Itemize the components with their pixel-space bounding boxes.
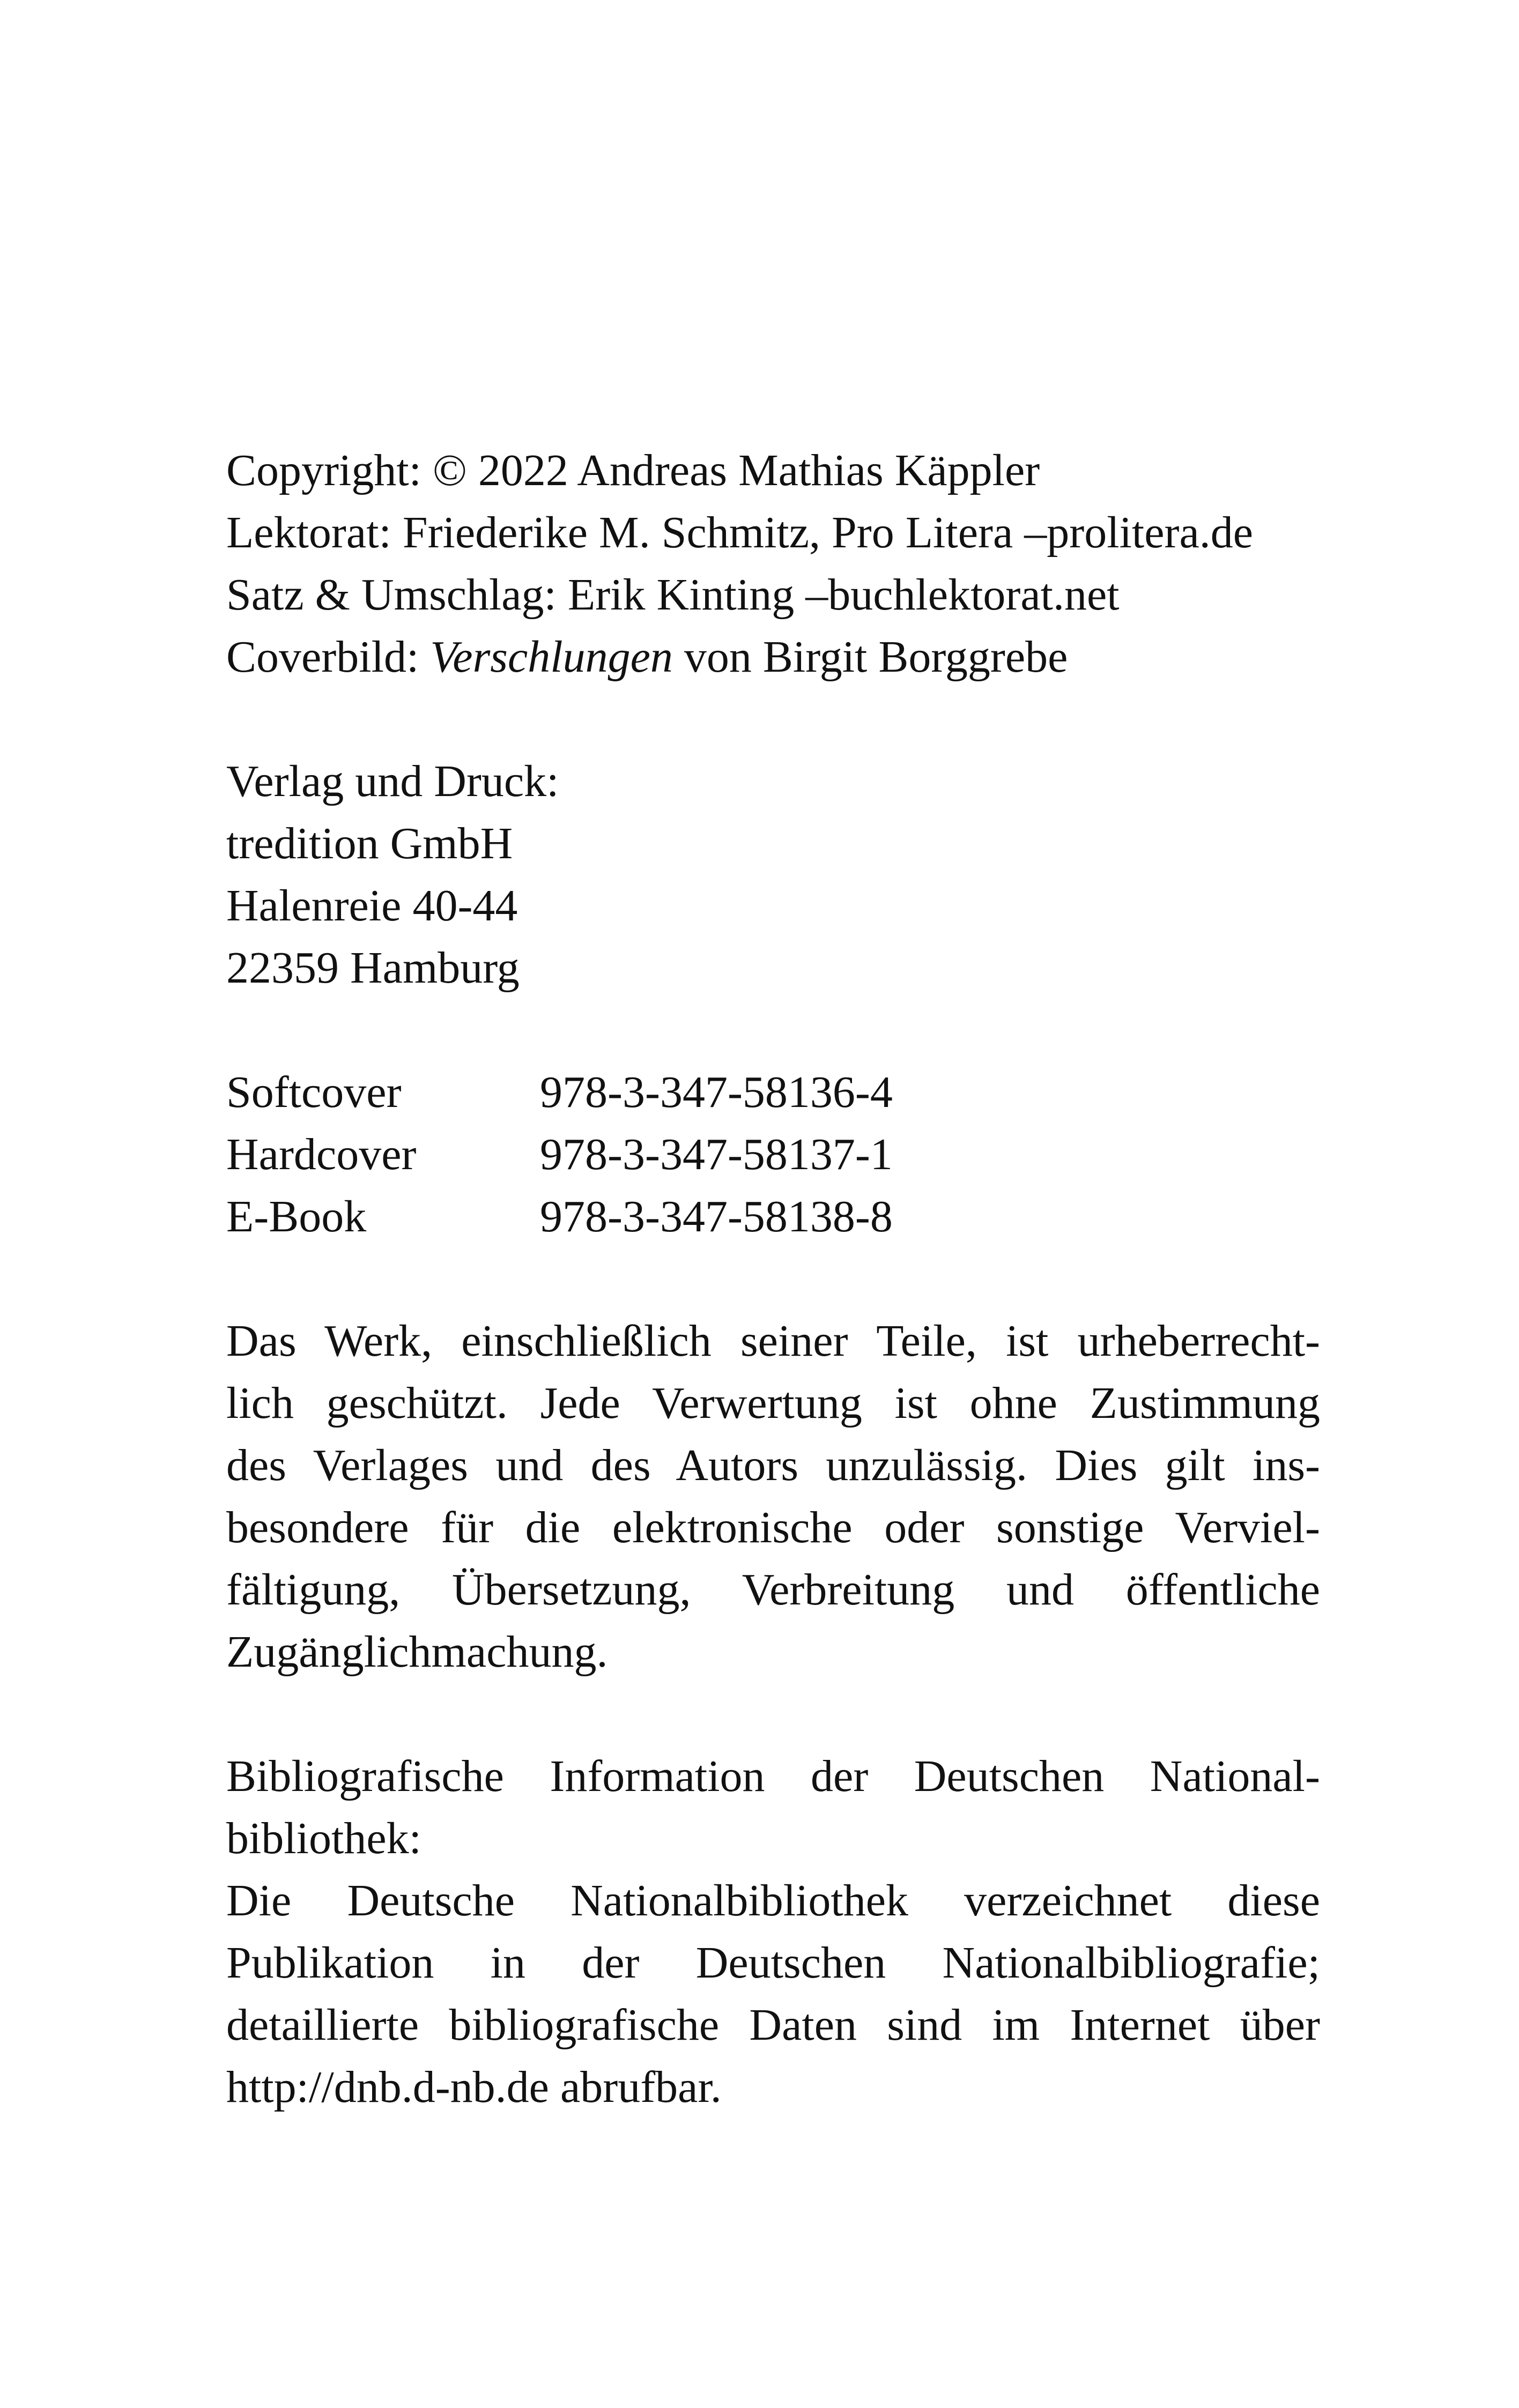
bibliography-line: Bibliografische Information der Deutschen National- bbox=[226, 1751, 1320, 1801]
rights-line: Das Werk, einschließlich seiner Teile, ist urheberrecht- bbox=[226, 1316, 1320, 1366]
publisher-city: 22359 Hamburg bbox=[226, 943, 520, 993]
rights-line: lich geschützt. Jede Verwertung ist ohne Zustimmung bbox=[226, 1378, 1320, 1428]
publisher-heading: Verlag und Druck: bbox=[226, 756, 559, 806]
isbn-format-label: E-Book bbox=[226, 1192, 367, 1242]
bibliography-line: detaillierte bibliografische Daten sind im Internet über bbox=[226, 2000, 1320, 2050]
coverbild-label: Coverbild: bbox=[226, 632, 431, 682]
rights-line: besondere für die elektronische oder sonstige Verviel- bbox=[226, 1503, 1320, 1552]
coverbild-artist: von Birgit Borggrebe bbox=[672, 632, 1068, 682]
imprint-page bbox=[226, 440, 1320, 2119]
coverbild-line bbox=[226, 626, 1320, 688]
isbn-block bbox=[226, 1061, 1320, 1248]
rights-line: des Verlages und des Autors unzulässig. Dies gilt ins- bbox=[226, 1440, 1320, 1490]
isbn-format-label: Hardcover bbox=[226, 1129, 417, 1179]
isbn-number: 978-3-347-58136-4 bbox=[540, 1067, 893, 1117]
bibliography-notice bbox=[226, 1745, 1320, 2119]
isbn-row-softcover bbox=[226, 1061, 1320, 1124]
publisher-name: tredition GmbH bbox=[226, 819, 513, 868]
coverbild-title: Verschlungen bbox=[430, 632, 673, 682]
lektorat-line: Lektorat: Friederike M. Schmitz, Pro Litera –prolitera.de bbox=[226, 508, 1254, 558]
isbn-number: 978-3-347-58137-1 bbox=[540, 1129, 893, 1179]
rights-line: fältigung, Übersetzung, Verbreitung und öffentliche bbox=[226, 1565, 1320, 1615]
satz-umschlag-line: Satz & Umschlag: Erik Kinting –buchlektorat.net bbox=[226, 570, 1120, 620]
rights-line: Zugänglichmachung. bbox=[226, 1627, 608, 1677]
isbn-row-ebook bbox=[226, 1186, 1320, 1248]
credits-block bbox=[226, 440, 1320, 688]
rights-notice bbox=[226, 1310, 1320, 1683]
publisher-street: Halenreie 40-44 bbox=[226, 881, 518, 931]
publisher-block bbox=[226, 750, 1320, 999]
isbn-number: 978-3-347-58138-8 bbox=[540, 1192, 893, 1242]
bibliography-line: bibliothek: bbox=[226, 1814, 421, 1863]
isbn-row-hardcover bbox=[226, 1124, 1320, 1186]
bibliography-line: http://dnb.d-nb.de abrufbar. bbox=[226, 2062, 722, 2112]
copyright-line: Copyright: © 2022 Andreas Mathias Käppler bbox=[226, 445, 1040, 495]
bibliography-line: Publikation in der Deutschen Nationalbibliografie; bbox=[226, 1938, 1320, 1988]
isbn-format-label: Softcover bbox=[226, 1067, 402, 1117]
bibliography-line: Die Deutsche Nationalbibliothek verzeichnet diese bbox=[226, 1876, 1320, 1926]
